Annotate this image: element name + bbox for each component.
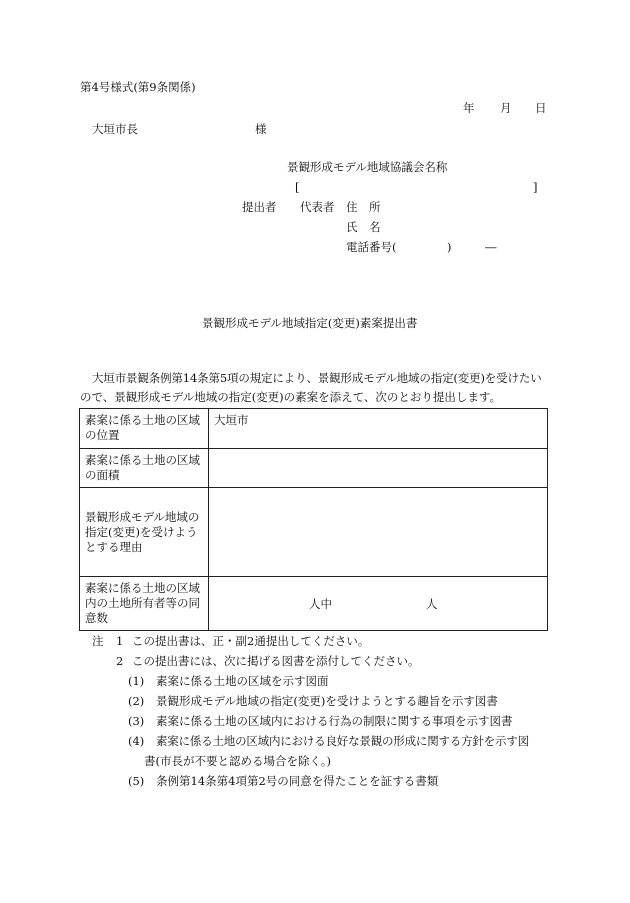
row-value-reason [209,488,548,577]
sub-item-text: 素案に係る土地の区域内における良好な景観の形成に関する方針を示す図 [156,734,529,748]
row-value-location: 大垣市 [209,409,548,449]
row-label-reason: 景観形成モデル地域の指定(変更)を受けようとする理由 [80,488,209,577]
note-number: 1 [116,634,124,648]
note-item [80,631,550,651]
phone-paren-close: ) [447,240,452,254]
sub-item-number: (2) [128,694,145,708]
sub-item [80,711,550,731]
date-day-label: 日 [535,101,547,115]
table-row [80,409,548,449]
row-label-consent: 素案に係る土地の区域内の土地所有者等の同意数 [80,577,209,631]
body-line-2: ので、景観形成モデル地域の指定(変更)の素案を添えて、次のとおり提出します。 [80,390,502,404]
sub-item [80,731,550,751]
notes-prefix: 注 [92,634,104,648]
sub-item-text: 条例第14条第4項第2号の同意を得たことを証する書類 [156,774,439,788]
row-label-location: 素案に係る土地の区域の位置 [80,409,209,449]
note-text: この提出書は、正・副2通提出してください。 [132,634,370,648]
document-title: 景観形成モデル地域指定(変更)素案提出書 [202,316,418,330]
address-label: 住 所 [346,200,381,214]
sub-item-number: (5) [128,774,145,788]
table-row [80,449,548,488]
sub-item-text: 素案に係る土地の区域を示す図面 [156,674,329,688]
date-month-label: 月 [500,101,512,115]
name-label: 氏 名 [346,220,381,234]
sub-item [80,671,550,691]
sub-item-number: (4) [128,734,145,748]
sub-item-text: 景観形成モデル地域の指定(変更)を受けようとする趣旨を示す図書 [156,694,498,708]
note-number: 2 [116,654,124,668]
note-item [80,651,550,671]
bracket-close: ] [533,180,538,194]
bracket-open: [ [295,180,300,194]
note-text: この提出書には、次に掲げる図書を添付してください。 [132,654,420,668]
body-line-1: 大垣市景観条例第14条第5項の規定により、景観形成モデル地域の指定(変更)を受けたい [92,371,542,385]
sub-item-text-cont: 書(市長が不要と認める場合を除く。) [144,754,331,768]
sub-item-number: (1) [128,674,145,688]
date-year-label: 年 [463,101,475,115]
table-row [80,577,548,631]
addressee-honorific: 様 [255,122,267,136]
row-value-area [209,449,548,488]
submission-table [79,408,548,631]
submitter-label: 提出者 [242,200,277,214]
phone-dash: ― [485,240,497,254]
representative-label: 代表者 [300,200,335,214]
council-name-label: 景観形成モデル地域協議会名称 [287,160,448,174]
row-value-consent [209,577,548,631]
sub-item [80,771,550,791]
addressee-name: 大垣市長 [92,122,138,136]
row-label-area: 素案に係る土地の区域の面積 [80,449,209,488]
sub-item-number: (3) [128,714,145,728]
phone-label: 電話番号( [346,240,397,254]
notes [80,631,550,791]
sub-item-text: 素案に係る土地の区域内における行為の制限に関する事項を示す図書 [156,714,513,728]
sub-item [80,691,550,711]
sub-item-continuation [80,751,550,771]
consent-of-label: 人中 [309,597,332,611]
table-row [80,488,548,577]
form-number: 第4号様式(第9条関係) [80,80,196,94]
consent-persons-label: 人 [426,597,438,611]
